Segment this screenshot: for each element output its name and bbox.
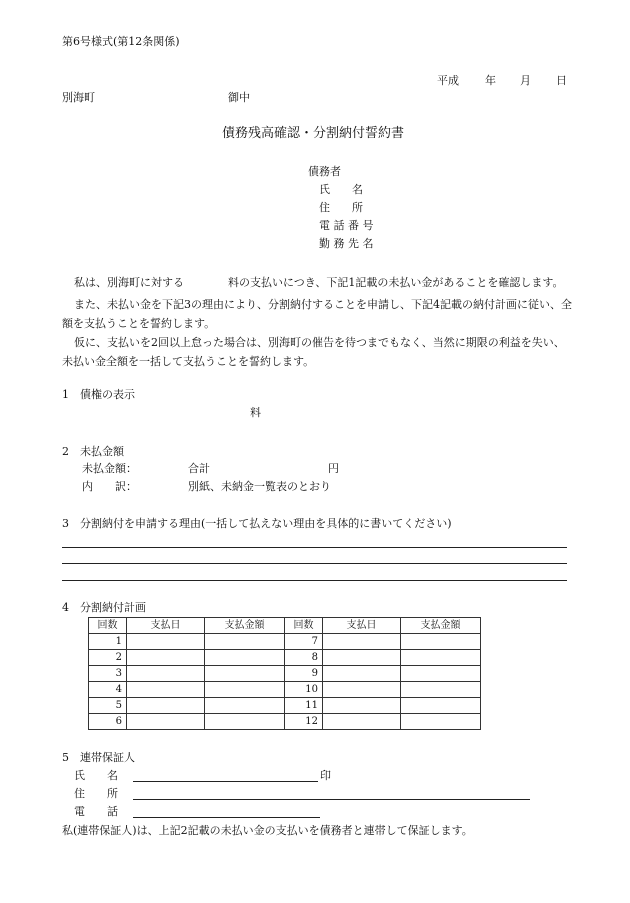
payment-amount-cell[interactable] (401, 698, 481, 714)
seal-mark: 印 (320, 769, 331, 782)
table-row (89, 666, 481, 682)
unpaid-amount-label: 未払金額： (82, 462, 137, 475)
body-paragraph-3: 仮に、支払いを2回以上怠った場合は、別海町の催告を待つまでもなく、当然に期限の利益を失い、未払い金全額を一括して支払うことを誓約します。 (62, 336, 565, 368)
table-row (89, 650, 481, 666)
installment-number: 6 (89, 714, 127, 730)
table-row (89, 682, 481, 698)
header-count-2: 回数 (285, 618, 323, 634)
installment-number: 7 (285, 634, 323, 650)
payment-date-cell[interactable] (323, 650, 401, 666)
header-date-2: 支払日 (323, 618, 401, 634)
section1-heading: 1 債権の表示 (62, 388, 135, 401)
installment-number: 12 (285, 714, 323, 730)
table-row (89, 714, 481, 730)
section4-heading: 4 分割納付計画 (62, 601, 146, 614)
payment-plan-table (88, 617, 481, 730)
payment-amount-cell[interactable] (205, 698, 285, 714)
payment-date-cell[interactable] (127, 650, 205, 666)
body-paragraph-2: また、未払い金を下記3の理由により、分割納付することを申請し、下記4記載の納付計画に従い、全額を支払うことを誓約します。 (62, 298, 572, 330)
payment-date-cell[interactable] (127, 634, 205, 650)
installment-number: 5 (89, 698, 127, 714)
header-date-1: 支払日 (127, 618, 205, 634)
reason-line-2[interactable] (62, 563, 567, 564)
guarantor-name-label: 氏 名 (74, 769, 118, 782)
section3-heading: 3 分割納付を申請する理由(一括して払えない理由を具体的に書いてください) (62, 517, 452, 530)
breakdown-label: 内 訳： (82, 480, 137, 493)
addressee-name: 別海町 (62, 91, 95, 104)
header-amount-2: 支払金額 (401, 618, 481, 634)
installment-number: 10 (285, 682, 323, 698)
unpaid-amount-total: 合計 (188, 462, 210, 475)
date-month: 月 (520, 74, 531, 87)
debtor-name-label: 氏 名 (319, 183, 363, 196)
payment-amount-cell[interactable] (401, 666, 481, 682)
payment-date-cell[interactable] (323, 682, 401, 698)
header-amount-1: 支払金額 (205, 618, 285, 634)
document-title: 債務残高確認・分割納付誓約書 (222, 126, 405, 141)
payment-date-cell[interactable] (127, 714, 205, 730)
date-year: 年 (485, 74, 496, 87)
payment-date-cell[interactable] (323, 634, 401, 650)
form-number: 第6号様式(第12条関係) (62, 35, 180, 48)
guarantor-address-label: 住 所 (74, 787, 118, 800)
section2-heading: 2 未払金額 (62, 445, 124, 458)
guarantor-phone-label: 電 話 (74, 805, 118, 818)
guarantor-address-field[interactable] (133, 799, 530, 800)
reason-line-1[interactable] (62, 547, 567, 548)
payment-amount-cell[interactable] (205, 634, 285, 650)
debtor-address-label: 住 所 (319, 201, 363, 214)
payment-date-cell[interactable] (323, 714, 401, 730)
body-paragraph-1a: 私は、別海町に対する (74, 276, 184, 289)
guarantor-phone-field[interactable] (133, 817, 320, 818)
payment-amount-cell[interactable] (205, 650, 285, 666)
debtor-phone-label: 電 話 番 号 (319, 219, 374, 232)
installment-number: 8 (285, 650, 323, 666)
breakdown-value: 別紙、未納金一覧表のとおり (188, 480, 331, 493)
reason-line-3[interactable] (62, 580, 567, 581)
payment-amount-cell[interactable] (205, 682, 285, 698)
payment-amount-cell[interactable] (205, 714, 285, 730)
payment-date-cell[interactable] (127, 666, 205, 682)
payment-amount-cell[interactable] (401, 650, 481, 666)
installment-number: 2 (89, 650, 127, 666)
date-day: 日 (556, 74, 567, 87)
installment-number: 9 (285, 666, 323, 682)
unpaid-amount-unit: 円 (328, 462, 339, 475)
guarantor-statement: 私(連帯保証人)は、上記2記載の未払い金の支払いを債務者と連帯して保証します。 (62, 824, 473, 837)
debtor-workplace-label: 勤 務 先 名 (319, 237, 374, 250)
payment-amount-cell[interactable] (401, 634, 481, 650)
header-count-1: 回数 (89, 618, 127, 634)
payment-date-cell[interactable] (323, 698, 401, 714)
installment-number: 11 (285, 698, 323, 714)
debtor-heading: 債務者 (308, 165, 341, 178)
section5-heading: 5 連帯保証人 (62, 751, 135, 764)
installment-number: 1 (89, 634, 127, 650)
payment-amount-cell[interactable] (401, 714, 481, 730)
installment-number: 3 (89, 666, 127, 682)
table-header-row (89, 618, 481, 634)
payment-date-cell[interactable] (127, 698, 205, 714)
payment-amount-cell[interactable] (401, 682, 481, 698)
table-row (89, 634, 481, 650)
claim-item: 料 (250, 406, 261, 419)
date-era: 平成 (437, 74, 459, 87)
installment-number: 4 (89, 682, 127, 698)
payment-date-cell[interactable] (323, 666, 401, 682)
table-row (89, 698, 481, 714)
addressee-suffix: 御中 (228, 91, 250, 104)
payment-date-cell[interactable] (127, 682, 205, 698)
body-paragraph-1b: 料の支払いにつき、下記1記載の未払い金があることを確認します。 (228, 276, 564, 289)
guarantor-name-field[interactable] (133, 781, 318, 782)
payment-amount-cell[interactable] (205, 666, 285, 682)
